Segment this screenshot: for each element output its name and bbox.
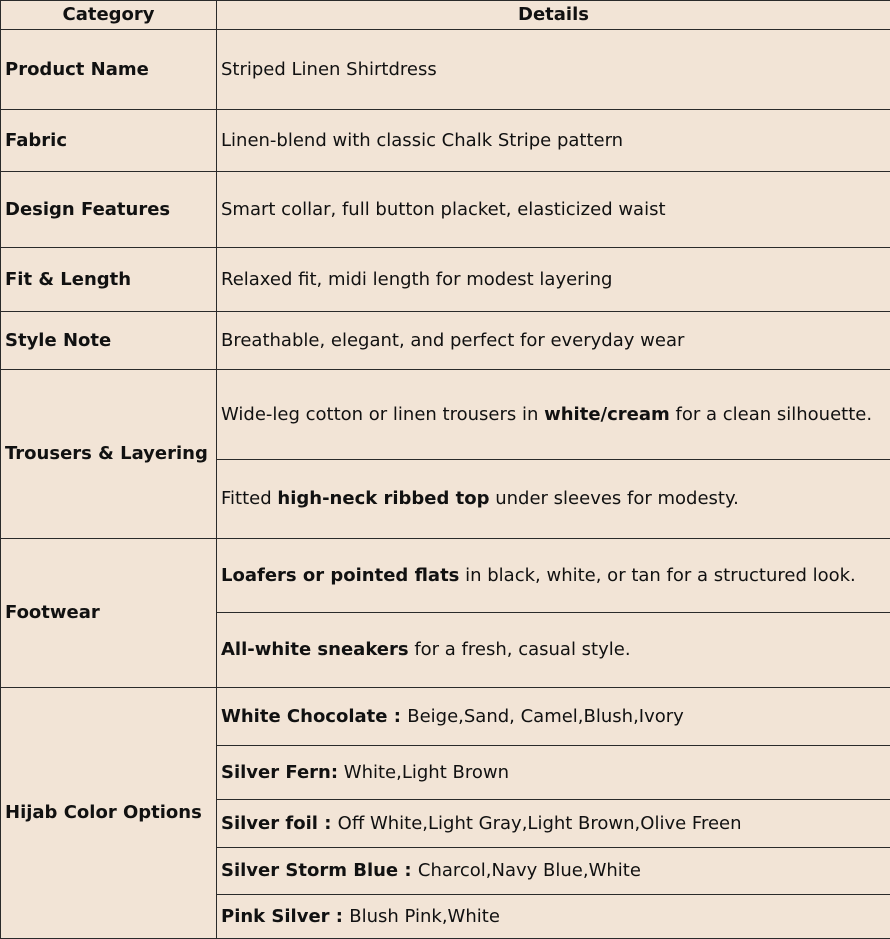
detail-cell-footwear-1 — [217, 539, 890, 613]
table-row — [1, 172, 890, 248]
detail-emphasis: high-neck ribbed top — [277, 488, 490, 510]
category-cell-style-note: Style Note — [1, 312, 217, 370]
table-row — [1, 370, 890, 460]
detail-emphasis: Pink Silver : — [221, 905, 350, 927]
detail-text: for a clean silhouette. — [669, 403, 873, 425]
detail-emphasis: All-white sneakers — [221, 639, 409, 661]
detail-text: Fitted — [221, 488, 278, 510]
detail-cell-design-features: Smart collar, full button placket, elasticized waist — [217, 172, 890, 248]
detail-text: Beige,Sand, Camel,Blush,Ivory — [407, 705, 684, 727]
category-cell-footwear: Footwear — [1, 539, 217, 688]
detail-emphasis: Silver foil : — [221, 812, 338, 834]
table-row — [1, 110, 890, 172]
category-cell-trousers-layering: Trousers & Layering — [1, 370, 217, 539]
detail-cell-footwear-2 — [217, 613, 890, 688]
table-row — [1, 688, 890, 746]
detail-cell-hijab-4 — [217, 848, 890, 895]
category-column-header: Category — [1, 1, 217, 30]
detail-emphasis: Silver Fern: — [221, 761, 339, 783]
detail-emphasis: White Chocolate : — [221, 705, 408, 727]
detail-cell-fabric: Linen-blend with classic Chalk Stripe pattern — [217, 110, 890, 172]
category-cell-design-features: Design Features — [1, 172, 217, 248]
details-column-header: Details — [217, 1, 890, 30]
detail-cell-style-note: Breathable, elegant, and perfect for everyday wear — [217, 312, 890, 370]
detail-text: Charcol,Navy Blue,White — [417, 860, 641, 882]
table-row — [1, 539, 890, 613]
detail-text: under sleeves for modesty. — [489, 488, 739, 510]
detail-cell-product-name: Striped Linen Shirtdress — [217, 30, 890, 110]
category-cell-hijab-color-options: Hijab Color Options — [1, 688, 217, 939]
detail-cell-trousers-2 — [217, 460, 890, 539]
table-row — [1, 248, 890, 312]
detail-cell-hijab-5 — [217, 895, 890, 939]
category-cell-fit-length: Fit & Length — [1, 248, 217, 312]
header-row — [1, 1, 890, 30]
detail-cell-hijab-2 — [217, 746, 890, 800]
detail-cell-hijab-1 — [217, 688, 890, 746]
detail-cell-trousers-1 — [217, 370, 890, 460]
detail-text: for a fresh, casual style. — [408, 639, 631, 661]
category-cell-fabric: Fabric — [1, 110, 217, 172]
table-row — [1, 312, 890, 370]
detail-emphasis: Loafers or pointed flats — [221, 564, 460, 586]
detail-emphasis: white/cream — [544, 403, 670, 425]
detail-text: in black, white, or tan for a structured look. — [459, 564, 856, 586]
detail-text: Off White,Light Gray,Light Brown,Olive Freen — [337, 812, 742, 834]
table-row — [1, 30, 890, 110]
detail-cell-fit-length: Relaxed fit, midi length for modest layering — [217, 248, 890, 312]
detail-cell-hijab-3 — [217, 800, 890, 848]
detail-text: Wide-leg cotton or linen trousers in — [221, 403, 545, 425]
detail-text: White,Light Brown — [338, 761, 509, 783]
detail-text: Blush Pink,White — [349, 905, 500, 927]
category-cell-product-name: Product Name — [1, 30, 217, 110]
detail-emphasis: Silver Storm Blue : — [221, 860, 418, 882]
